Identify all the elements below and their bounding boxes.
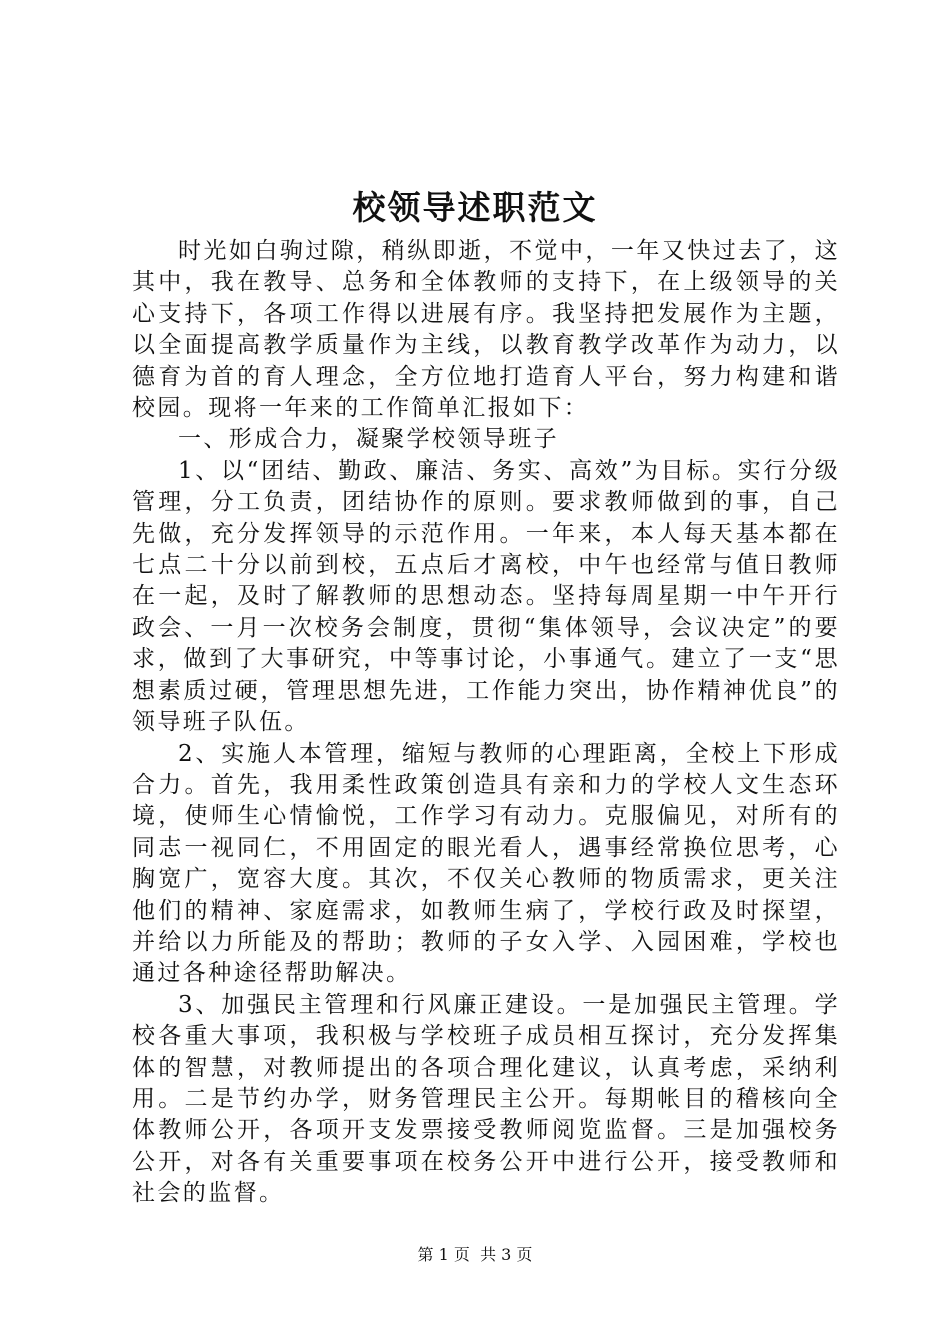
section-heading: 一、形成合力，凝聚学校领导班子 bbox=[178, 426, 559, 453]
paragraph-item-2: 2、实施人本管理，缩短与教师的心理距离，全校上下形成合力。首先，我用柔性政策创造具有亲和力的学校人文生态环境，使师生心情愉悦，工作学习有动力。克服偏见，对所有的同志一视同仁，不用固定的眼光看人，遇事经常换位思考，心胸宽广，宽容大度。其次，不仅关心教师的物质需求，更关注他们的精神、家庭需求，如教师生病了，学校行政及时探望，并给以力所能及的帮助；教师的子女入学、入园困难，学校也通过各种途径帮助解决。 bbox=[132, 740, 840, 987]
paragraph-item-3: 3、加强民主管理和行风廉正建设。一是加强民主管理。学校各重大事项，我积极与学校班子成员相互探讨，充分发挥集体的智慧，对教师提出的各项合理化建议，认真考虑，采纳利用。二是节约办学，财务管理民主公开。每期帐目的稽核向全体教师公开，各项开支发票接受教师阅览监督。三是加强校务公开，对各有关重要事项在校务公开中进行公开，接受教师和社会的监督。 bbox=[132, 991, 840, 1207]
document-title: 校领导述职范文 bbox=[352, 188, 598, 227]
paragraph-intro: 时光如白驹过隙，稍纵即逝，不觉中，一年又快过去了，这其中，我在教导、总务和全体教师的支持下，在上级领导的关心支持下，各项工作得以进展有序。我坚持把发展作为主题，以全面提高教学质量作为主线，以教育教学改革作为动力，以德育为首的育人理念，全方位地打造育人平台，努力构建和谐校园。现将一年来的工作简单汇报如下： bbox=[132, 238, 840, 422]
document-body bbox=[132, 236, 840, 1210]
page-footer bbox=[0, 1243, 950, 1267]
page-number: 第 1 页 共 3 页 bbox=[417, 1245, 533, 1264]
paragraph-item-1: 1、以“团结、勤政、廉洁、务实、高效”为目标。实行分级管理，分工负责，团结协作的原则。要求教师做到的事，自己先做，充分发挥领导的示范作用。一年来，本人每天基本都在七点二十分以前到校，五点后才离校，中午也经常与值日教师在一起，及时了解教师的思想动态。坚持每周星期一中午开行政会、一月一次校务会制度，贯彻“集体领导，会议决定”的要求，做到了大事研究，中等事讨论，小事通气。建立了一支“思想素质过硬，管理思想先进，工作能力突出，协作精神优良”的领导班子队伍。 bbox=[132, 457, 840, 736]
